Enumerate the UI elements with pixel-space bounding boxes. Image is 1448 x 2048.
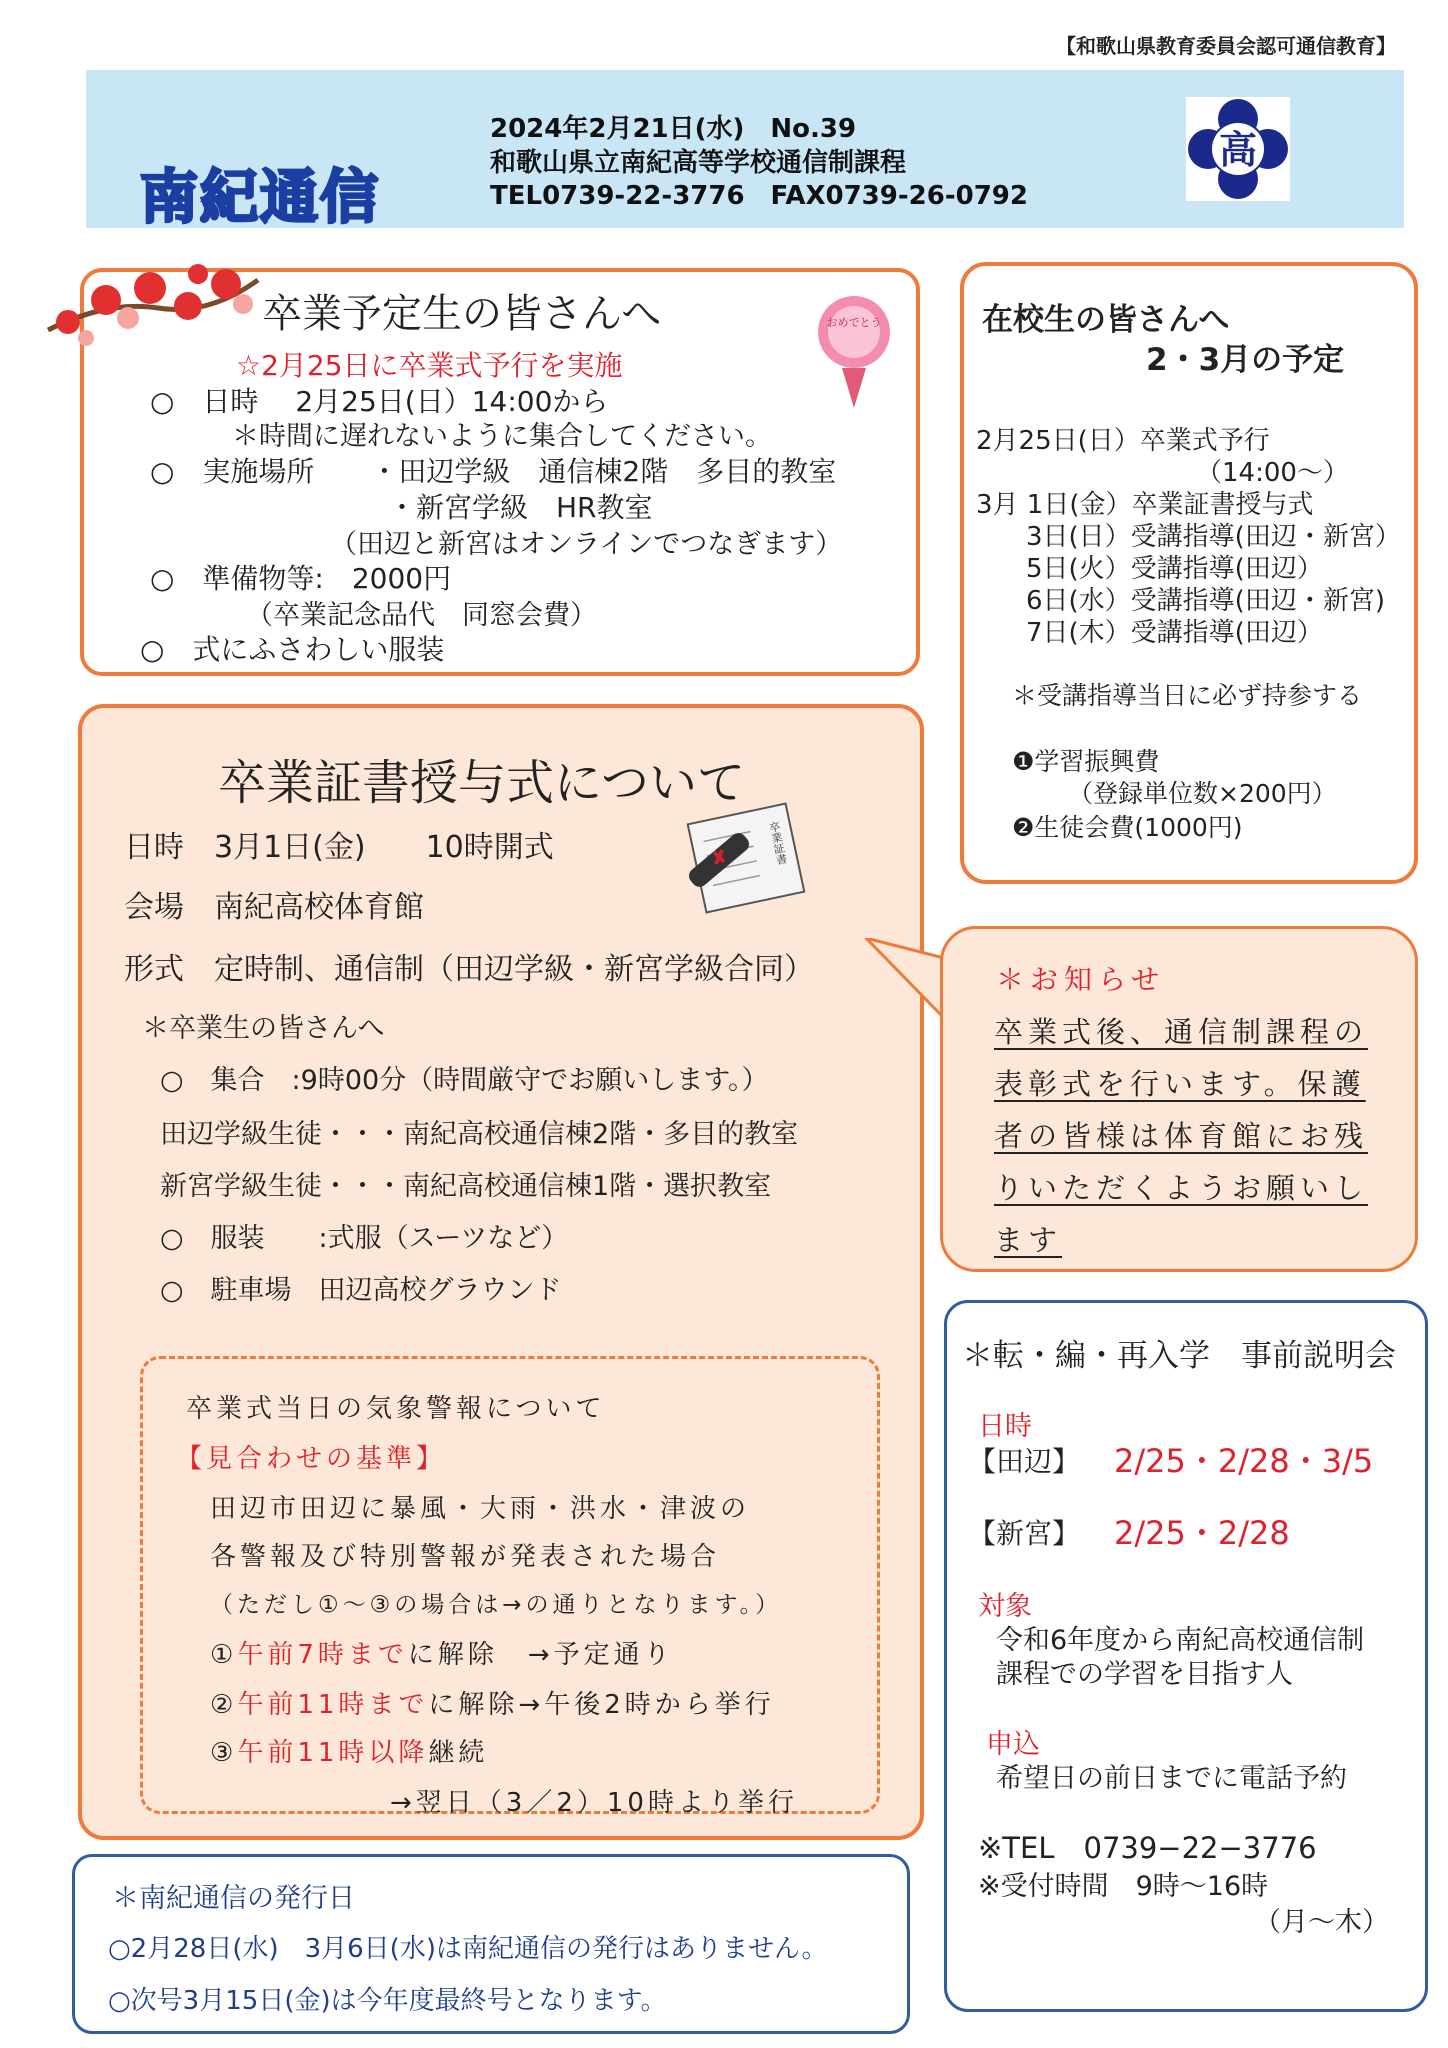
notice-line: 者の皆様は体育館にお残 xyxy=(994,1119,1369,1153)
ceremony-item: 田辺学級生徒・・・南紀高校通信棟2階・多目的教室 xyxy=(160,1119,799,1150)
schedule-item-1-sub: （登録単位数×200円） xyxy=(1068,779,1337,808)
schedule-row: （14:00～） xyxy=(1196,458,1349,488)
issue-date: 2024年2月21日(水) No.39 xyxy=(490,114,857,144)
graduates-line: （田辺と新宮はオンラインでつなぎます） xyxy=(330,529,843,560)
schedule-row: 6日(水）受講指導(田辺・新宮) xyxy=(1026,586,1385,616)
graduates-line: （卒業記念品代 同窓会費） xyxy=(246,600,597,631)
notice-line: 卒業式後、通信制課程の xyxy=(994,1015,1369,1049)
shingu-dates: 2/25・2/28 xyxy=(1114,1514,1290,1552)
weather-title: 卒業式当日の気象警報について xyxy=(186,1394,606,1424)
apply-label: 申込 xyxy=(986,1729,1040,1760)
days-line: （月～木） xyxy=(1254,1907,1389,1938)
ceremony-datetime: 日時 3月1日(金) 10時開式 xyxy=(124,830,554,865)
schedule-bring-note: ＊受講指導当日に必ず持参する xyxy=(1012,681,1363,710)
graduates-line: ○ 式にふさわしい服装 xyxy=(140,633,445,666)
to-graduates-label: ＊卒業生の皆さんへ xyxy=(142,1013,385,1044)
diploma-text: 卒業証書 xyxy=(766,820,789,866)
crest-char: 高 xyxy=(1218,128,1258,172)
notice-title: ＊お知らせ xyxy=(996,963,1166,996)
authority-label: 【和歌山県教育委員会認可通信教育】 xyxy=(1056,34,1396,58)
date-label: 日時 xyxy=(978,1411,1032,1442)
schedule-item-2: ❷生徒会費(1000円) xyxy=(1012,813,1243,842)
target-line: 令和6年度から南紀高校通信制 xyxy=(996,1625,1365,1656)
weather-case-3: ③午前11時以降継続 xyxy=(210,1738,489,1768)
weather-line: 各警報及び特別警報が発表された場合 xyxy=(210,1542,721,1572)
ceremony-item: 新宮学級生徒・・・南紀高校通信棟1階・選択教室 xyxy=(160,1171,772,1202)
schedule-row: 3日(日）受講指導(田辺・新宮） xyxy=(1026,522,1401,552)
weather-line: （ただし①～③の場合は→の通りとなります。） xyxy=(210,1592,783,1618)
ceremony-item: ○ 服装 :式服（スーツなど） xyxy=(160,1223,569,1254)
issue-line: ○2月28日(水) 3月6日(水)は南紀通信の発行はありません。 xyxy=(108,1934,828,1964)
schedule-subtitle: 2・3月の予定 xyxy=(1146,342,1345,378)
schedule-row: 2月25日(日）卒業式予行 xyxy=(976,426,1270,456)
notice-line: ます xyxy=(994,1223,1063,1257)
weather-case-2: ②午前11時までに解除→午後2時から挙行 xyxy=(210,1690,775,1720)
speech-bubble-tail xyxy=(862,938,952,1052)
newsletter-logo-title: 南紀通信 xyxy=(140,163,381,231)
ceremony-heading: 卒業証書授与式について xyxy=(218,755,746,811)
shingu-label: 【新宮】 xyxy=(968,1517,1081,1550)
graduates-line: ○ 実施場所 ・田辺学級 通信棟2階 多目的教室 xyxy=(150,455,837,488)
schedule-row: 7日(木）受講指導(田辺） xyxy=(1026,618,1323,648)
school-name: 和歌山県立南紀高等学校通信制課程 xyxy=(490,148,907,178)
schedule-row: 3月 1日(金）卒業証書授与式 xyxy=(976,490,1314,520)
hours-line: ※受付時間 9時～16時 xyxy=(978,1871,1269,1902)
apply-text: 希望日の前日までに電話予約 xyxy=(996,1763,1347,1794)
tanabe-dates: 2/25・2/28・3/5 xyxy=(1114,1442,1374,1480)
rehearsal-notice: ☆2月25日に卒業式予行を実施 xyxy=(236,349,623,382)
bouquet-icon xyxy=(814,290,894,414)
tel-line: ※TEL 0739−22−3776 xyxy=(978,1831,1317,1865)
schedule-title: 在校生の皆さんへ xyxy=(982,302,1230,338)
ceremony-item: ○ 集合 :9時00分（時間厳守でお願いします。） xyxy=(160,1065,769,1096)
diploma-icon xyxy=(676,798,816,922)
issue-title: ＊南紀通信の発行日 xyxy=(112,1883,355,1914)
notice-line: 表彰式を行います。保護 xyxy=(994,1067,1366,1101)
ceremony-item: ○ 駐車場 田辺高校グラウンド xyxy=(160,1275,562,1306)
tanabe-label: 【田辺】 xyxy=(968,1445,1081,1478)
graduates-line: ○ 準備物等: 2000円 xyxy=(150,562,452,595)
graduates-line: ・新宮学級 HR教室 xyxy=(388,491,653,524)
ceremony-venue: 会場 南紀高校体育館 xyxy=(124,890,424,925)
contact-info: TEL0739-22-3776 FAX0739-26-0792 xyxy=(490,181,1028,211)
target-line: 課程での学習を目指す人 xyxy=(996,1659,1293,1690)
transfer-session-title: ＊転・編・再入学 事前説明会 xyxy=(962,1338,1396,1374)
graduates-line: ○ 日時 2月25日(日）14:00から xyxy=(150,385,609,418)
plum-blossom-icon xyxy=(38,260,268,354)
graduates-heading: 卒業予定生の皆さんへ xyxy=(262,291,662,337)
issue-line: ○次号3月15日(金)は今年度最終号となります。 xyxy=(108,1986,667,2016)
ceremony-format: 形式 定時制、通信制（田辺学級・新宮学級合同） xyxy=(124,952,814,987)
weather-line: 田辺市田辺に暴風・大雨・洪水・津波の xyxy=(210,1494,751,1524)
bouquet-text: おめでとう xyxy=(826,316,882,329)
graduates-line: ＊時間に遅れないように集合してください。 xyxy=(232,421,772,452)
schedule-item-1: ❶学習振興費 xyxy=(1012,747,1160,776)
notice-line: りいただくようお願いし xyxy=(994,1171,1369,1205)
target-label: 対象 xyxy=(978,1591,1032,1622)
schedule-row: 5日(火）受講指導(田辺） xyxy=(1026,554,1323,584)
weather-line-last: →翌日（3／2）10時より挙行 xyxy=(390,1788,798,1818)
school-crest-icon xyxy=(1186,97,1290,201)
weather-case-1: ①午前7時までに解除 →予定通り xyxy=(210,1640,674,1670)
weather-criteria-label: 【見合わせの基準】 xyxy=(176,1444,447,1474)
